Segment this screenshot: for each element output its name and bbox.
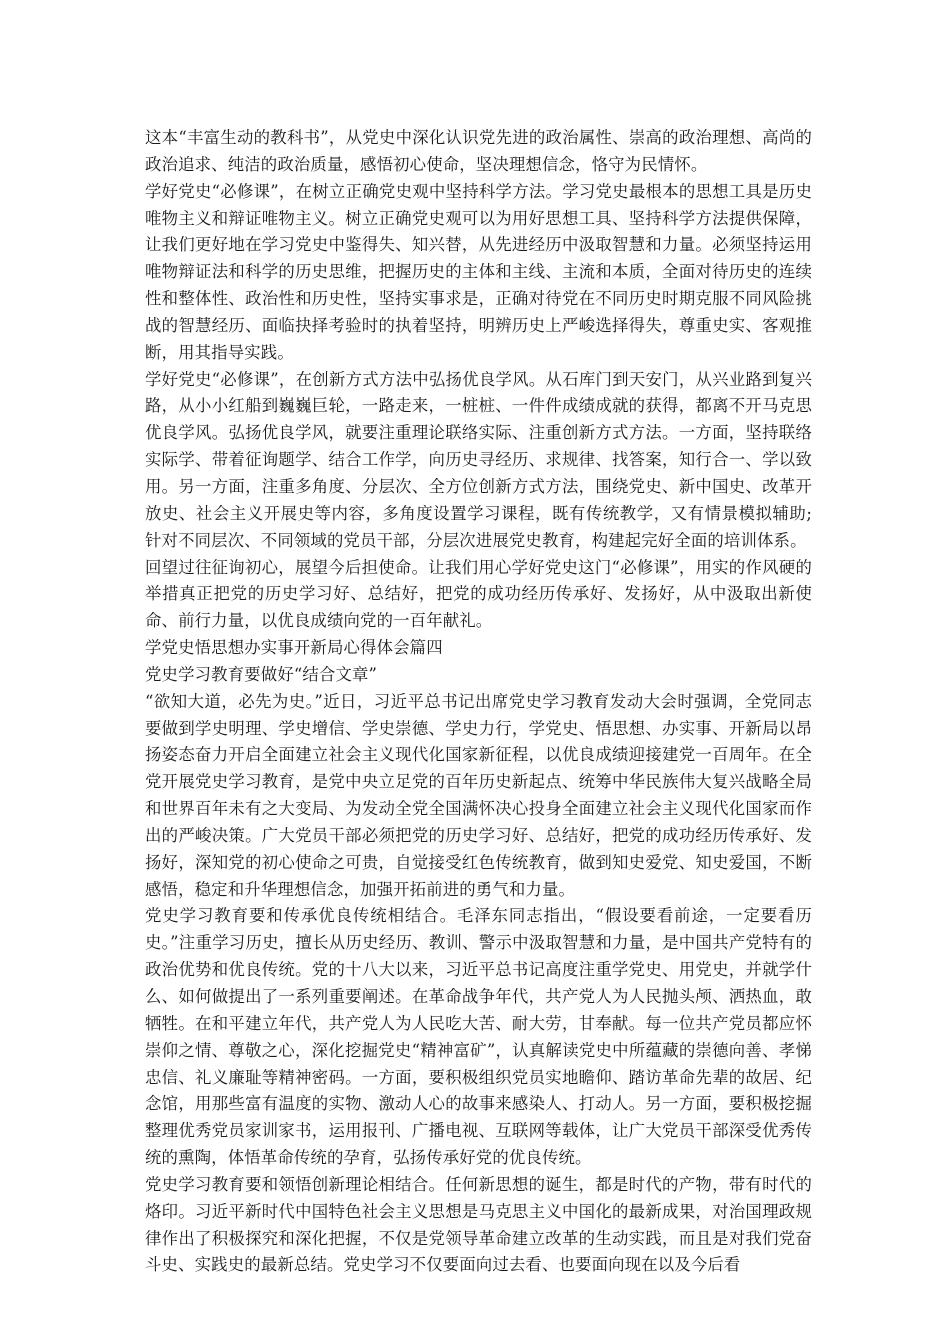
paragraph: 这本“丰富生动的教科书”，从党史中深化认识党先进的政治属性、崇高的政治理想、高尚的政治追求、纯洁的政治质量，感悟初心使命，坚决理想信念，恪守为民情怀。 xyxy=(145,128,812,174)
paragraph: 学好党史“必修课”，在树立正确党史观中坚持科学方法。学习党史最根本的思想工具是历史唯物主义和辩证唯物主义。树立正确党史观可以为用好思想工具、坚持科学方法提供保障，让我们更好地在学习党史中鉴得失、知兴替，从先进经历中汲取智慧和力量。必须坚持运用唯物辩证法和科学的历史思维，把握历史的主体和主线、主流和本质，全面对待历史的连续性和整体性、政治性和历史性，坚持实事求是，正确对待党在不同历史时期克服不同风险挑战的智慧经历、面临抉择考验时的执着坚持，明辨历史上严峻选择得失，尊重史实、客观推断，用其指导实践。 xyxy=(145,181,812,362)
document-body xyxy=(145,125,812,1279)
section-heading: 学党史悟思想办实事开新局心得体会篇四 xyxy=(145,638,443,658)
paragraph: “欲知大道，必先为史。”近日，习近平总书记出席党史学习教育发动大会时强调，全党同志要做到学史明理、学史增信、学史崇德、学史力行，学党史、悟思想、办实事、开新局以昂扬姿态奋力开启全面建立社会主义现代化国家新征程，以优良成绩迎接建党一百周年。在全党开展党史学习教育，是党中央立足党的百年历史新起点、统筹中华民族伟大复兴战略全局和世界百年未有之大变局、为发动全党全国满怀决心投身全面建立社会主义现代化国家而作出的严峻决策。广大党员干部必须把党的历史学习好、总结好，把党的成功经历传承好、发扬好，深知党的初心使命之可贵，自觉接受红色传统教育，做到知史爱党、知史爱国，不断感悟，稳定和升华理想信念，加强开拓前进的勇气和力量。 xyxy=(145,691,812,899)
paragraph: 学好党史“必修课”，在创新方式方法中弘扬优良学风。从石库门到天安门，从兴业路到复兴路，从小小红船到巍巍巨轮，一路走来，一桩桩、一件件成绩成就的获得，都离不开马克思优良学风。弘扬优良学风，就要注重理论联络实际、注重创新方式方法。一方面，坚持联络实际学、带着征询题学、结合工作学，向历史寻经历、求规律、找答案，知行合一、学以致用。另一方面，注重多角度、分层次、全方位创新方式方法，围绕党史、新中国史、改革开放史、社会主义开展史等内容，多角度设置学习课程，既有传统教学，又有情景模拟辅助;针对不同层次、不同领域的党员干部，分层次进展党史教育，构建起完好全面的培训体系。 xyxy=(145,369,812,550)
paragraph: 党史学习教育要和传承优良传统相结合。毛泽东同志指出，“假设要看前途，一定要看历史。”注重学习历史，擅长从历史经历、教训、警示中汲取智慧和力量，是中国共产党特有的政治优势和优良传统。党的十八大以来，习近平总书记高度注重学党史、用党史，并就学什么、如何做提出了一系列重要阐述。在革命战争年代，共产党人为人民抛头颅、洒热血，敢牺牲。在和平建立年代，共产党人为人民吃大苦、耐大劳，甘奉献。每一位共产党员都应怀崇仰之情、尊敬之心，深化挖掘党史“精神富矿”，认真解读党史中所蕴藏的崇德向善、孝悌忠信、礼义廉耻等精神密码。一方面，要积极组织党员实地瞻仰、踏访革命先辈的故居、纪念馆，用那些富有温度的实物、激动人心的故事来感染人、打动人。另一方面，要积极挖掘整理优秀党员家训家书，运用报刊、广播电视、互联网等载体，让广大党员干部深受优秀传统的熏陶，体悟革命传统的孕育，弘扬传承好党的优良传统。 xyxy=(145,906,812,1168)
section-subheading: 党史学习教育要做好“结合文章” xyxy=(145,664,378,684)
paragraph: 回望过往征询初心，展望今后担使命。让我们用心学好党史这门“必修课”，用实的作风硬的举措真正把党的历史学习好、总结好，把党的成功经历传承好、发扬好，从中汲取出新使命、前行力量，以优良成绩向党的一百年献礼。 xyxy=(145,557,812,631)
paragraph: 党史学习教育要和领悟创新理论相结合。任何新思想的诞生，都是时代的产物，带有时代的烙印。习近平新时代中国特色社会主义思想是马克思主义中国化的最新成果，对治国理政规律作出了积极探究和深化把握，不仅是党领导革命建立改革的生动实践，而且是对我们党奋斗史、实践史的最新总结。党史学习不仅要面向过去看、也要面向现在以及今后看 xyxy=(145,1174,812,1275)
